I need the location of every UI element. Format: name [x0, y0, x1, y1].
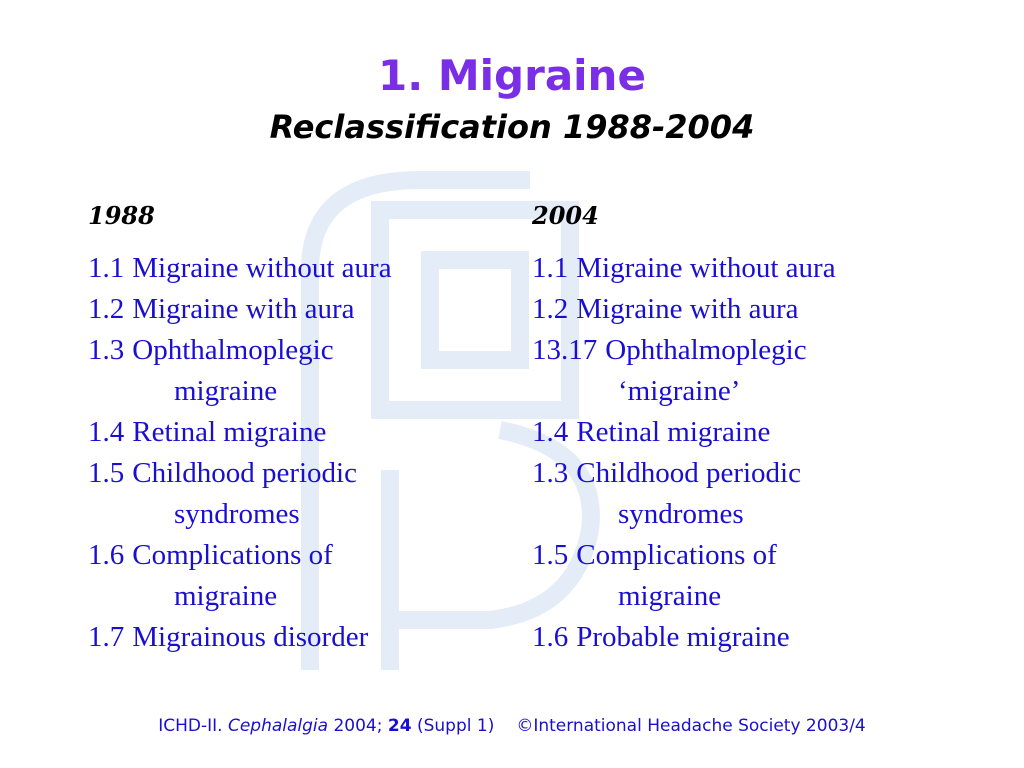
item-number: 1.4 — [88, 416, 125, 448]
item-text-continuation: syndromes — [618, 498, 744, 530]
item-text: Complications of — [576, 539, 777, 571]
item-number: 13.17 — [532, 334, 598, 366]
list-item — [88, 412, 528, 453]
item-text: Ophthalmoplegic — [605, 334, 807, 366]
list-item — [88, 248, 528, 289]
footer-copyright: ©International Headache Society 2003/4 — [516, 716, 866, 736]
list-item — [532, 453, 972, 535]
item-number: 1.3 — [88, 334, 125, 366]
item-text: Probable migraine — [576, 621, 790, 653]
footer-journal: Cephalalgia — [227, 716, 329, 736]
item-text: Complications of — [132, 539, 333, 571]
item-number: 1.5 — [532, 539, 569, 571]
item-number: 1.5 — [88, 457, 125, 489]
list-item — [532, 330, 972, 412]
item-text-continuation: migraine — [174, 375, 278, 407]
item-number: 1.6 — [88, 539, 125, 571]
list-item — [88, 453, 528, 535]
item-text-continuation: ‘migraine’ — [618, 375, 741, 407]
footer-volume: 24 — [387, 716, 412, 736]
classification-list — [88, 248, 528, 658]
item-number: 1.3 — [532, 457, 569, 489]
list-item — [88, 617, 528, 658]
item-text: Ophthalmoplegic — [132, 334, 334, 366]
list-item — [88, 535, 528, 617]
item-text: Migraine with aura — [132, 293, 355, 325]
item-text: Migraine without aura — [132, 252, 392, 284]
item-text: Retinal migraine — [132, 416, 327, 448]
item-text-continuation: migraine — [174, 580, 278, 612]
item-text-continuation: migraine — [618, 580, 722, 612]
item-number: 1.2 — [88, 293, 125, 325]
item-number: 1.4 — [532, 416, 569, 448]
item-text: Migraine with aura — [576, 293, 799, 325]
column-heading: 2004 — [532, 201, 599, 230]
classification-list — [532, 248, 972, 658]
column-heading: 1988 — [88, 201, 155, 230]
item-text-continuation: syndromes — [174, 498, 300, 530]
item-text: Migrainous disorder — [132, 621, 369, 653]
footer-year: 2004; — [328, 716, 388, 736]
footer-suppl: (Suppl 1) — [411, 716, 495, 736]
item-number: 1.1 — [88, 252, 125, 284]
list-item — [88, 289, 528, 330]
footer-prefix: ICHD-II. — [158, 716, 228, 736]
slide-title: 1. Migraine — [378, 51, 646, 100]
list-item — [532, 535, 972, 617]
list-item — [532, 289, 972, 330]
list-item — [532, 248, 972, 289]
item-number: 1.2 — [532, 293, 569, 325]
item-number: 1.7 — [88, 621, 125, 653]
list-item — [88, 330, 528, 412]
list-item — [532, 617, 972, 658]
item-number: 1.6 — [532, 621, 569, 653]
citation-footer — [0, 713, 1024, 739]
item-text: Migraine without aura — [576, 252, 836, 284]
item-text: Retinal migraine — [576, 416, 771, 448]
column-2004 — [532, 196, 972, 658]
item-number: 1.1 — [532, 252, 569, 284]
column-1988 — [88, 196, 528, 658]
item-text: Childhood periodic — [576, 457, 801, 489]
list-item — [532, 412, 972, 453]
item-text: Childhood periodic — [132, 457, 357, 489]
slide-subtitle: Reclassification 1988-2004 — [269, 108, 755, 146]
